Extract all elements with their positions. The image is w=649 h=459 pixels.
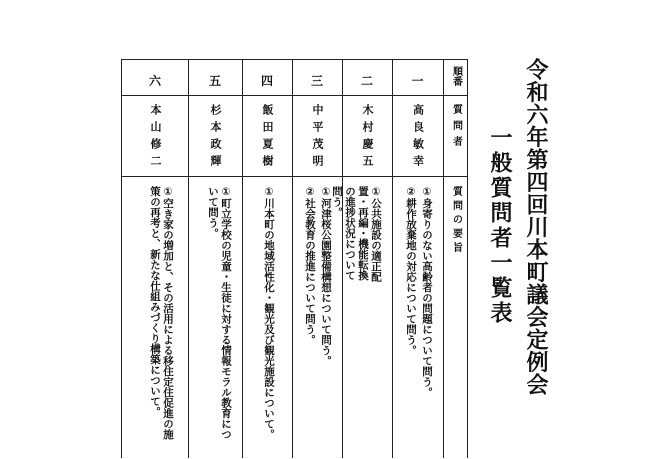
table-row [331, 60, 392, 458]
header-questioner: 質問者 [450, 104, 462, 152]
row-name: 高良敏幸 [411, 104, 425, 172]
question-item: ①町立学校の児童・生徒に対する情報モラル教育について問う。 [207, 186, 232, 440]
row-order: 五 [208, 74, 221, 88]
table-row [392, 60, 443, 458]
row-name: 中平茂明 [311, 104, 324, 172]
row-questions [404, 186, 433, 456]
row-order: 三 [310, 74, 323, 88]
row-divider [122, 176, 467, 177]
row-questions [303, 186, 332, 456]
question-item: ②社会教育の推進について問う。 [304, 186, 316, 345]
row-divider [122, 95, 467, 96]
header-order: 順番 [450, 66, 462, 86]
row-questions [148, 186, 174, 442]
row-name: 本山修二 [149, 104, 162, 172]
row-questions [262, 186, 275, 456]
row-order: 六 [148, 74, 161, 88]
row-order: 一 [411, 74, 424, 88]
row-name: 木村慶五 [361, 104, 374, 172]
column-divider [392, 60, 393, 458]
table-row [188, 60, 242, 458]
row-order: 二 [360, 74, 373, 88]
header-column [444, 60, 468, 458]
table-row [242, 60, 292, 458]
header-summary: 質問の要旨 [450, 186, 462, 256]
row-questions [206, 186, 232, 441]
column-divider [342, 60, 343, 458]
row-name: 杉本政輝 [209, 104, 222, 172]
page-subtitle: 一般質問者一覧表 [487, 126, 512, 326]
column-divider [188, 60, 189, 458]
page-title: 令和六年第四回川本町議会定例会 [523, 58, 548, 396]
column-divider [292, 60, 293, 458]
question-item: ①公共施設の適正配置・再編・機能転換の進捗状況について問う。 [331, 186, 382, 282]
question-item: ①川本町の地域活性化・観光及び観光施設について。 [263, 186, 275, 440]
question-item: ①空き家の増加と、その活用による移住定住促進の施策の再考と、新たな仕組みづくり構築について。 [149, 186, 174, 440]
question-item: ①河津桜公園整備構想について問う。 [320, 186, 332, 366]
column-divider [443, 60, 444, 458]
questioner-table [121, 59, 468, 458]
row-name: 飯田夏樹 [261, 104, 274, 172]
row-order: 四 [260, 74, 273, 88]
question-item: ②耕作放棄地の対応について問う。 [405, 186, 417, 356]
question-item: ①身寄りのない高齢者の問題について問う。 [421, 186, 433, 398]
table-row [122, 60, 188, 458]
column-divider [242, 60, 243, 458]
table-row [292, 60, 342, 458]
